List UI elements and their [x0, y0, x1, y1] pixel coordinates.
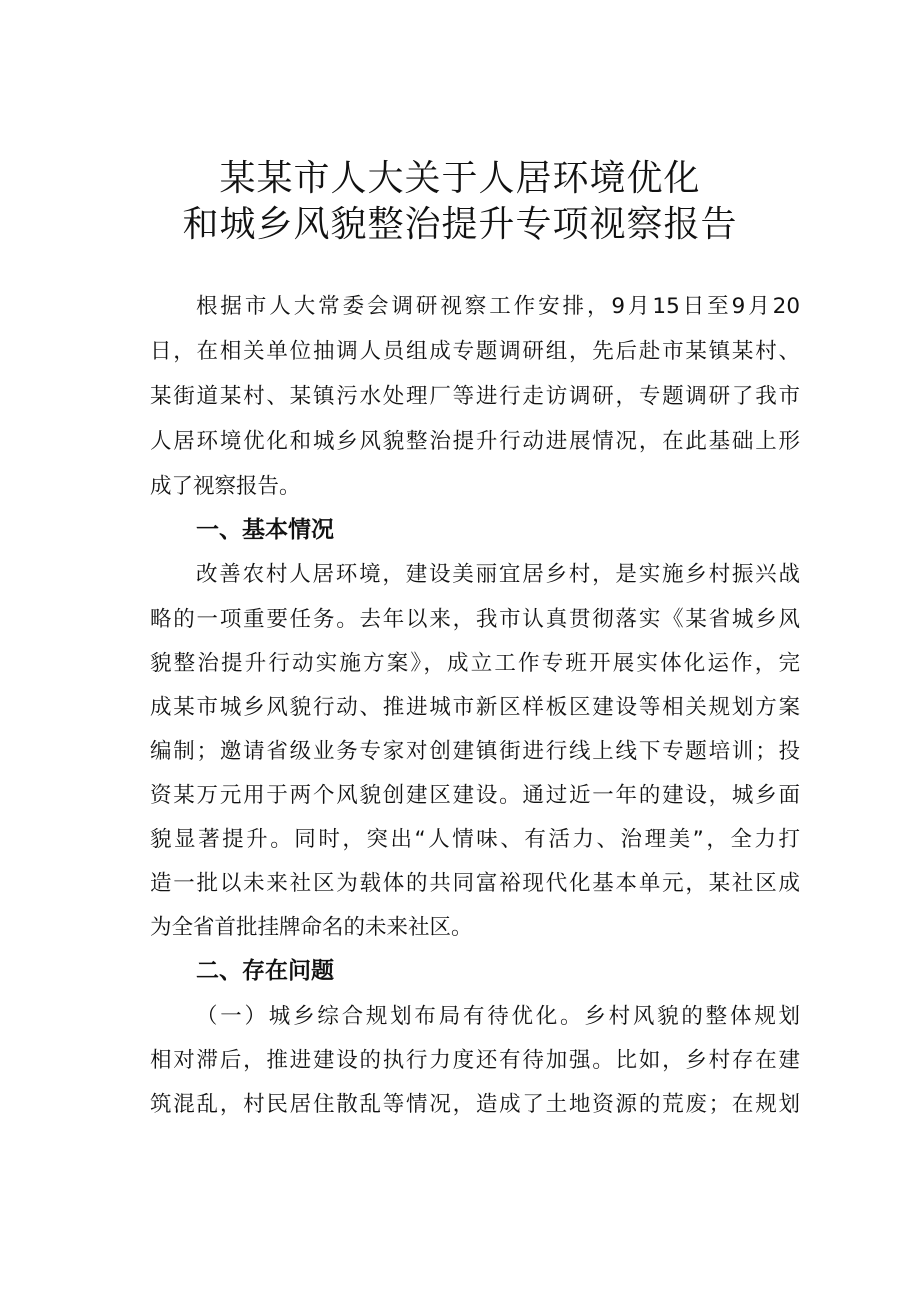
section1-line: 貌整治提升行动实施方案》，成立工作专班开展实体化运作，完 — [150, 651, 800, 676]
intro-line: 日，在相关单位抽调人员组成专题调研组，先后赴市某镇某村、 — [150, 339, 800, 364]
section1-line: 为全省首批挂牌命名的未来社区。 — [150, 915, 473, 940]
intro-line: 某街道某村、某镇污水处理厂等进行走访调研，专题调研了我市 — [150, 384, 800, 409]
section2-line: （一）城乡综合规划布局有待优化。乡村风貌的整体规划 — [196, 1004, 800, 1029]
section1-line: 略的一项重要任务。去年以来，我市认真贯彻落实《某省城乡风 — [150, 607, 800, 632]
document-title-line-2: 和城乡风貌整治提升专项视察报告 — [182, 204, 738, 245]
document-title-line-1: 某某市人大关于人居环境优化 — [219, 158, 701, 199]
intro-line: 根据市人大常委会调研视察工作安排，9月15日至9月20 — [196, 294, 800, 319]
section1-line: 貌显著提升。同时，突出“人情味、有活力、治理美”，全力打 — [150, 827, 800, 852]
section1-line: 编制；邀请省级业务专家对创建镇街进行线上线下专题培训；投 — [150, 739, 800, 764]
section-heading-basic-situation: 一、基本情况 — [196, 517, 334, 543]
intro-line: 人居环境优化和城乡风貌整治提升行动进展情况，在此基础上形 — [150, 429, 800, 454]
intro-line: 成了视察报告。 — [150, 474, 301, 499]
section2-line: 筑混乱，村民居住散乱等情况，造成了土地资源的荒废；在规划 — [150, 1092, 800, 1117]
section1-line: 资某万元用于两个风貌创建区建设。通过近一年的建设，城乡面 — [150, 783, 800, 808]
section-heading-existing-problems: 二、存在问题 — [196, 958, 334, 984]
section1-line: 成某市城乡风貌行动、推进城市新区样板区建设等相关规划方案 — [150, 695, 800, 720]
section1-line: 改善农村人居环境，建设美丽宜居乡村，是实施乡村振兴战 — [196, 562, 800, 587]
section1-line: 造一批以未来社区为载体的共同富裕现代化基本单元，某社区成 — [150, 871, 800, 896]
section2-line: 相对滞后，推进建设的执行力度还有待加强。比如，乡村存在建 — [150, 1048, 800, 1073]
